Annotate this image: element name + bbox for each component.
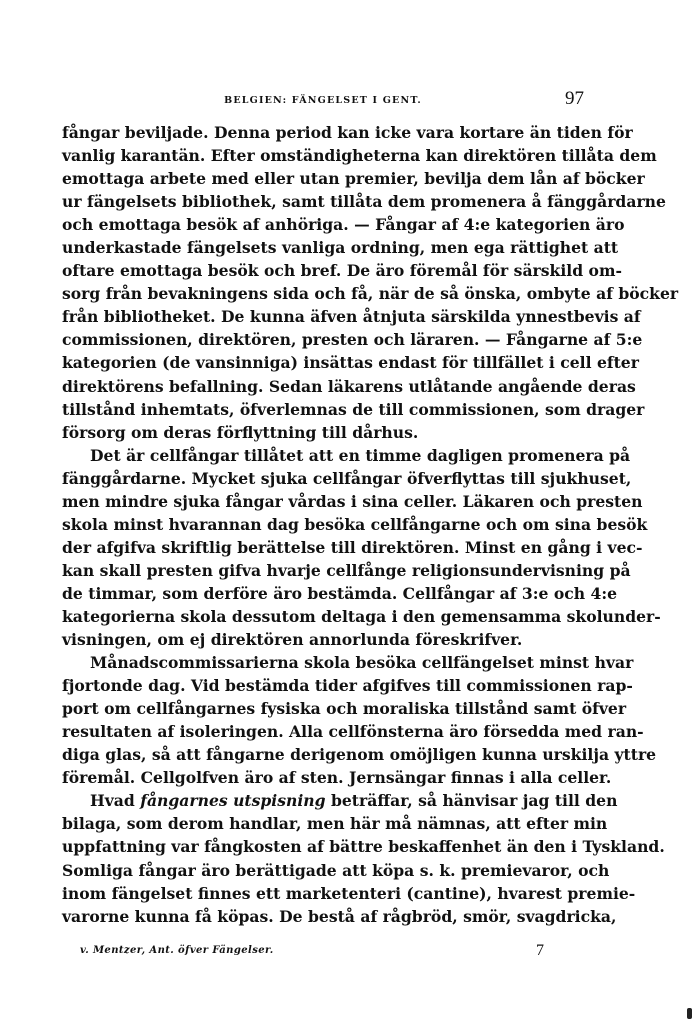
text-line: oftare emottaga besök och bref. De äro föremål för särskild om- (62, 261, 622, 281)
text-line: men mindre sjuka fångar vårdas i sina celler. Läkaren och presten (62, 491, 643, 511)
text-line: underkastade fängelsets vanliga ordning, men ega rättighet att (62, 238, 619, 258)
text-line: visningen, om ej direktören annorlunda föreskrifver. (62, 630, 523, 650)
page-footer (80, 942, 584, 962)
text-line: föremål. Cellgolfven äro af sten. Jernsängar finnas i alla celler. (62, 768, 612, 788)
text-line: varorne kunna få köpas. De bestå af rågbröd, smör, svagdricka, (62, 906, 617, 926)
text-line: der afgifva skriftlig berättelse till direktören. Minst en gång i vec- (62, 537, 643, 557)
text-line: inom fängelset finnes ett marketenteri (cantine), hvarest premie- (62, 883, 636, 903)
signature-mark: 7 (536, 942, 544, 959)
body-text (62, 121, 679, 928)
text-line: diga glas, så att fångarne derigenom omöjligen kunna urskilja yttre (62, 745, 657, 765)
text-line: fjortonde dag. Vid bestämda tider afgifves till commissionen rap- (62, 676, 633, 696)
text-line: försorg om deras förflyttning till dårhus. (62, 422, 419, 442)
footnote-reference: v. Mentzer, Ant. öfver Fängelser. (80, 945, 274, 956)
text-line: direktörens befallning. Sedan läkarens utlåtande angående deras (62, 376, 636, 396)
text-line: vanlig karantän. Efter omständigheterna kan direktören tillåta dem (62, 146, 657, 166)
scan-edge-mark (687, 1008, 692, 1019)
text-line: bilaga, som derom handlar, men här må nämnas, att efter min (62, 814, 608, 834)
text-line: från bibliotheket. De kunna äfven åtnjuta särskilda ynnestbevis af (62, 307, 641, 327)
text-line: Månadscommissarierna skola besöka cellfängelset minst hvar (90, 653, 634, 673)
running-title: BELGIEN: FÄNGELSET I GENT. (224, 95, 422, 106)
text-line: skola minst hvarannan dag besöka cellfångarne och om sina besök (62, 514, 648, 534)
text-line-mixed (62, 789, 618, 812)
text-line: fänggårdarne. Mycket sjuka cellfångar öfverflyttas till sjukhuset, (62, 468, 632, 488)
page-number: 97 (565, 88, 584, 109)
italic-phrase: fångarnes utspisning (140, 791, 326, 811)
line-suffix: beträffar, så hänvisar jag till den (330, 791, 618, 811)
line-prefix: Hvad (90, 791, 135, 811)
text-line: commissionen, direktören, presten och läraren. — Fångarne af 5:e (62, 330, 643, 350)
text-line: tillstånd inhemtats, öfverlemnas de till commissionen, som drager (62, 399, 645, 419)
text-line: resultaten af isoleringen. Alla cellfönsterna äro försedda med ran- (62, 722, 644, 742)
text-line: Det är cellfångar tillåtet att en timme dagligen promenera på (90, 445, 631, 465)
text-line: emottaga arbete med eller utan premier, bevilja dem lån af böcker (62, 169, 645, 189)
running-head (62, 88, 584, 112)
text-line: ur fängelsets bibliothek, samt tillåta dem promenera å fänggårdarne (62, 192, 666, 212)
text-line: de timmar, som derföre äro bestämda. Cellfångar af 3:e och 4:e (62, 583, 618, 603)
text-line: kategorierna skola dessutom deltaga i den gemensamma skolunder- (62, 606, 661, 626)
text-line: kategorien (de vansinniga) insättas endast för tillfället i cell efter (62, 353, 639, 373)
text-line: sorg från bevakningens sida och få, när de så önska, ombyte af böcker (62, 284, 679, 304)
text-line: port om cellfångarnes fysiska och moraliska tillstånd samt öfver (62, 699, 627, 719)
text-line: kan skall presten gifva hvarje cellfånge religionsundervisning på (62, 560, 631, 580)
text-line: och emottaga besök af anhöriga. — Fångar af 4:e kategorien äro (62, 215, 625, 235)
text-line: uppfattning var fångkosten af bättre beskaffenhet än den i Tyskland. (62, 837, 665, 857)
text-line: Somliga fångar äro berättigade att köpa s. k. premievaror, och (62, 860, 610, 880)
text-line: fångar beviljade. Denna period kan icke vara kortare än tiden för (62, 123, 633, 142)
